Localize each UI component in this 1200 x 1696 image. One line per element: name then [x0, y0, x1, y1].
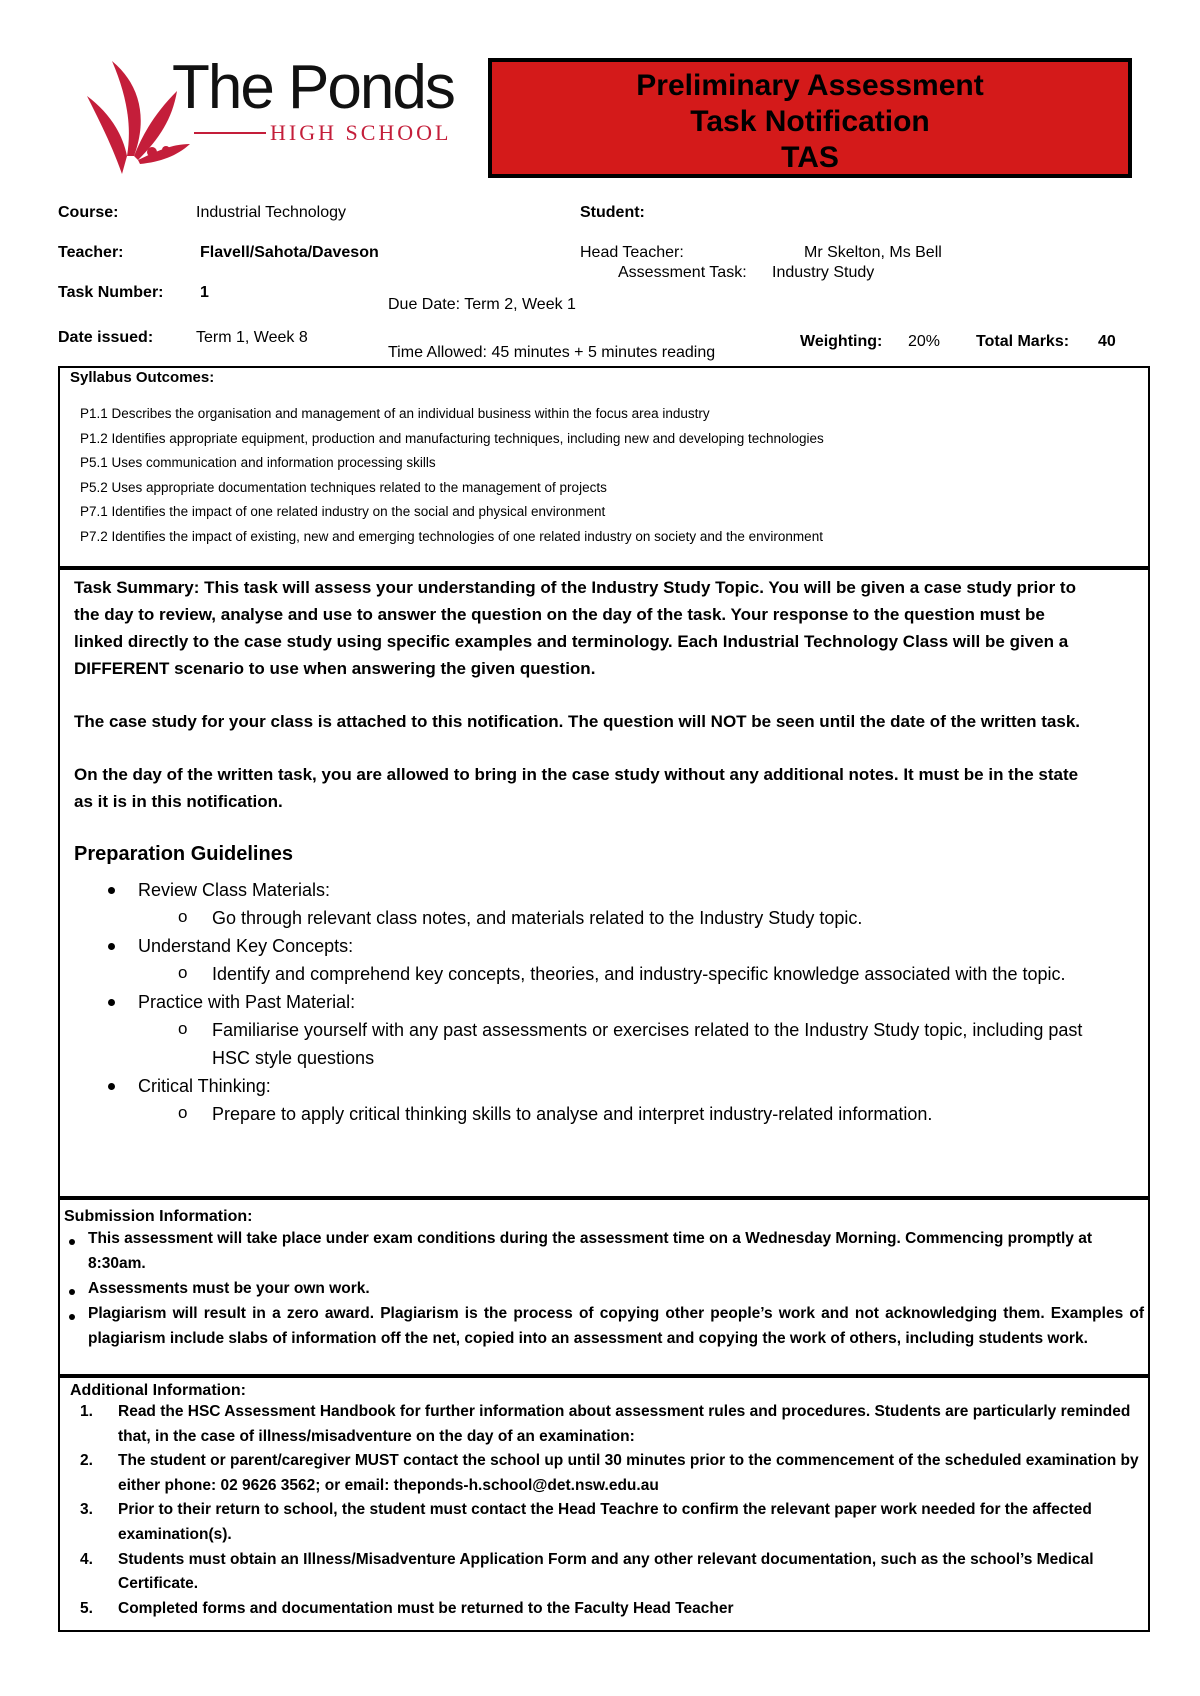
outcomes-title: Syllabus Outcomes:: [70, 369, 215, 386]
weighting-value: 20%: [908, 333, 941, 350]
guideline-item: Critical Thinking:: [138, 1072, 1088, 1100]
weighting-label: Weighting:: [800, 333, 883, 350]
circle-bullet-icon: o: [178, 1019, 188, 1038]
outcome-item: P5.1 Uses communication and information processing skills: [80, 455, 436, 471]
outcomes-list: [70, 402, 1148, 550]
time-allowed: Time Allowed: 45 minutes + 5 minutes reading: [388, 344, 716, 361]
task-summary-box: [58, 568, 1150, 1198]
additional-item: 1. Read the HSC Assessment Handbook for further information about assessment rules and procedures. Students are particularly reminded that, in the case of illness/misadventure on the day of an examination:: [80, 1403, 1131, 1445]
additional-item: 3. Prior to their return to school, the student must contact the Head Teachre to confirm the relevant paper work needed for the affected examination(s).: [80, 1501, 1092, 1543]
bullet-icon: [108, 887, 115, 894]
submission-info-box: [58, 1198, 1150, 1376]
task-number-label: Task Number:: [58, 284, 164, 301]
teacher-label: Teacher:: [58, 244, 124, 261]
guideline-subitem: o Prepare to apply critical thinking skills to analyse and interpret industry-related information.: [212, 1100, 1088, 1128]
submission-item: Assessments must be your own work.: [88, 1276, 1148, 1301]
bullet-icon: [69, 1289, 75, 1295]
circle-bullet-icon: o: [178, 963, 188, 982]
head-teacher-value: Mr Skelton, Ms Bell: [804, 244, 942, 261]
additional-title: Additional Information:: [70, 1382, 246, 1399]
task-number-value: 1: [200, 284, 209, 301]
assessment-task-label: Assessment Task:: [618, 264, 747, 281]
bullet-icon: [108, 943, 115, 950]
syllabus-outcomes-box: [58, 366, 1150, 568]
date-issued-label: Date issued:: [58, 329, 154, 346]
case-study-text: The case study for your class is attached to this notification. The question will NOT be seen until the date of the written task.: [74, 712, 1080, 731]
banner-line-2: Task Notification: [690, 105, 930, 138]
submission-title: Submission Information:: [64, 1208, 253, 1225]
preparation-guidelines-title: Preparation Guidelines: [74, 843, 293, 865]
total-marks-value: 40: [1098, 333, 1116, 350]
bullet-icon: [69, 1239, 75, 1245]
submission-item: This assessment will take place under exam conditions during the assessment time on a Wednesday Morning. Commencing promptly at 8:30am.: [88, 1226, 1148, 1276]
guidelines-list: [74, 876, 1088, 1128]
total-marks-label: Total Marks:: [976, 333, 1070, 350]
logo-wordmark: The Ponds: [172, 53, 454, 122]
task-summary-text: Task Summary: This task will assess your understanding of the Industry Study Topic. You will be given a case study prior to the day to review, analyse and use to answer the question on the day of the task. Your response to the question must be linked directly to the case study using specific examples and terminology. Each Industrial Technology Class will be given a DIFFERENT scenario to use when answering the given question.: [74, 578, 1076, 678]
guideline-item: Practice with Past Material:: [138, 988, 1088, 1016]
assessment-task-value: Industry Study: [772, 264, 875, 281]
additional-item: 5. Completed forms and documentation must be returned to the Faculty Head Teacher: [80, 1599, 734, 1617]
additional-info-box: [58, 1376, 1150, 1632]
logo-subtitle: HIGH SCHOOL: [270, 120, 452, 145]
written-task-text: On the day of the written task, you are allowed to bring in the case study without any additional notes. It must be in the state as it is in this notification.: [74, 765, 1079, 811]
student-label: Student:: [580, 204, 645, 221]
guideline-item: Understand Key Concepts:: [138, 932, 1088, 960]
logo-rule: [194, 132, 266, 134]
bullet-icon: [108, 1083, 115, 1090]
bullet-icon: [108, 999, 115, 1006]
head-teacher-label: Head Teacher:: [580, 244, 684, 261]
guideline-subitem: o Identify and comprehend key concepts, theories, and industry-specific knowledge associated with the topic.: [212, 960, 1088, 988]
course-label: Course:: [58, 204, 119, 221]
guideline-subitem: o Familiarise yourself with any past assessments or exercises related to the Industry Study topic, including past HSC style questions: [212, 1016, 1088, 1072]
date-issued-value: Term 1, Week 8: [196, 329, 308, 346]
additional-item: 2. The student or parent/caregiver MUST contact the school up until 30 minutes prior to the commencement of the scheduled examination by either phone: 02 9626 3562; or email: theponds-h.school@det.nsw.edu.au: [80, 1452, 1139, 1494]
teacher-value: Flavell/Sahota/Daveson: [200, 244, 379, 261]
due-date: Due Date: Term 2, Week 1: [388, 296, 576, 313]
bullet-icon: [69, 1314, 75, 1320]
circle-bullet-icon: o: [178, 907, 188, 926]
school-logo: [82, 53, 462, 176]
guideline-item: Review Class Materials:: [138, 876, 1088, 904]
course-value: Industrial Technology: [196, 204, 347, 221]
outcome-item: P7.1 Identifies the impact of one related industry on the social and physical environment: [80, 504, 606, 520]
circle-bullet-icon: o: [178, 1103, 188, 1122]
submission-item: Plagiarism will result in a zero award. Plagiarism is the process of copying other people’s work and not acknowledging them. Examples of plagiarism include slabs of information off the net, copied into an assessment and copying the work of others, including students work.: [88, 1301, 1148, 1351]
outcome-item: P5.2 Uses appropriate documentation techniques related to the management of projects: [80, 479, 607, 495]
banner-line-1: Preliminary Assessment: [636, 69, 984, 102]
outcome-item: P1.2 Identifies appropriate equipment, production and manufacturing techniques, including new and developing technologies: [80, 430, 824, 446]
outcome-item: P7.2 Identifies the impact of existing, new and emerging technologies of one related industry on society and the environment: [80, 528, 823, 544]
outcome-item: P1.1 Describes the organisation and management of an individual business within the focus area industry: [80, 406, 710, 421]
banner-line-3: TAS: [781, 141, 839, 174]
additional-item: 4. Students must obtain an Illness/Misadventure Application Form and any other relevant documentation, such as the school’s Medical Certificate.: [80, 1550, 1094, 1593]
guideline-subitem: o Go through relevant class notes, and materials related to the Industry Study topic.: [212, 904, 1088, 932]
notification-banner: [488, 58, 1132, 178]
